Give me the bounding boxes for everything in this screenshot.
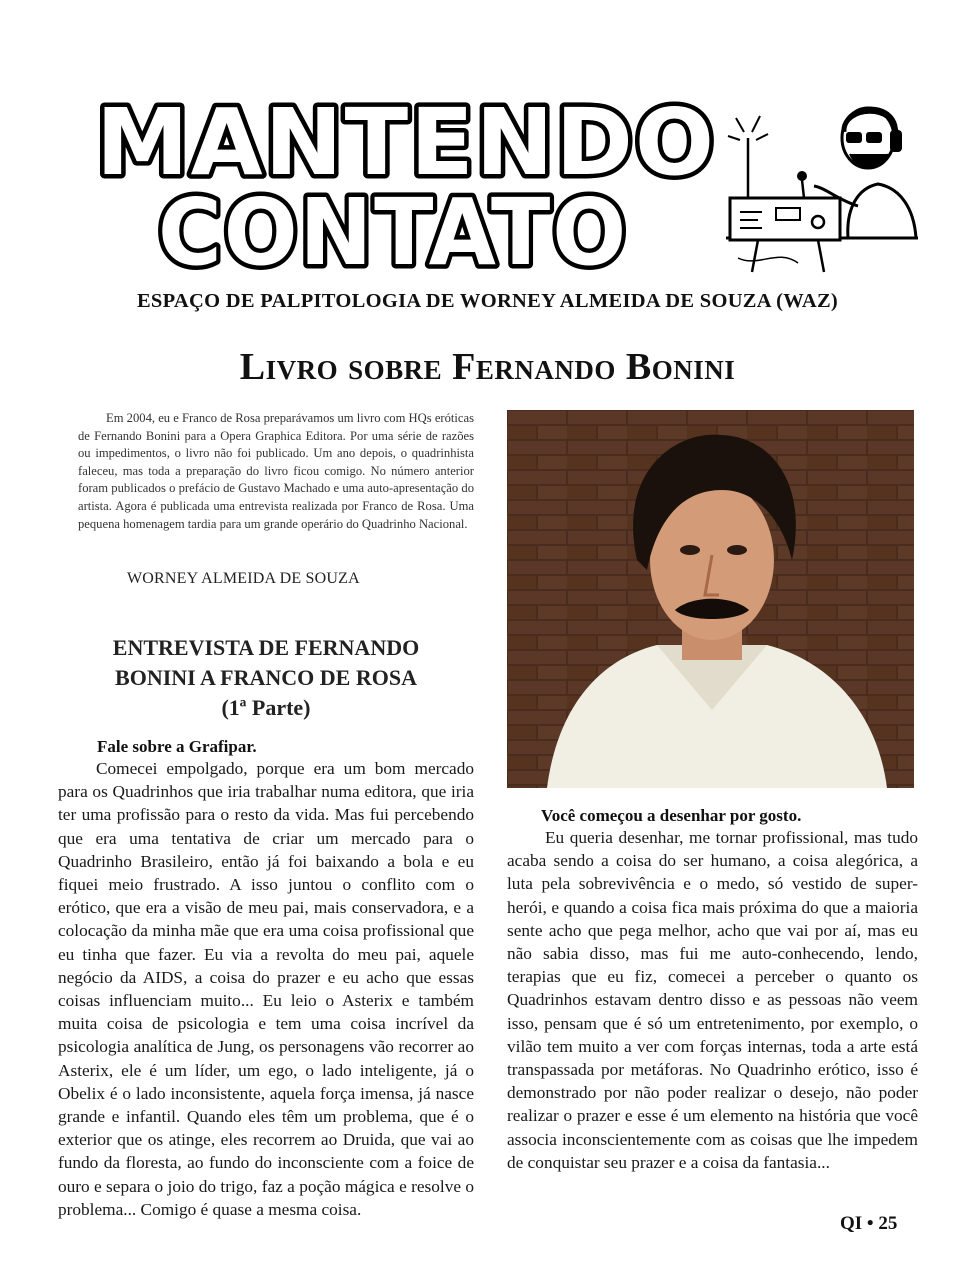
artist-photo (507, 410, 914, 788)
interview-column-left (58, 737, 474, 1221)
article-headline: Livro sobre Fernando Bonini (239, 346, 736, 388)
interview-title-line-3: (1ª Parte) (221, 695, 311, 720)
question-2: Você começou a desenhar por gosto. (541, 806, 802, 825)
column-subtitle: ESPAÇO DE PALPITOLOGIA DE WORNEY ALMEIDA DE SOUZA (WAZ) (136, 290, 839, 312)
answer-2: Eu queria desenhar, me tornar profissional, mas tudo acaba sendo a coisa do ser humano, a coisa alegórica, a luta pela sobrevivência e o medo, só vestido de super-herói, e quando a coisa fica mais próxima do que a maioria sente acho que pega melhor, acho que vai por aí, mas eu não sabia disso, mas fui me auto-conhecendo, lendo, terapias que eu fiz, comecei a perceber o quanto os Quadrinhos estavam dentro disso e as pessoas não veem isso, pensam que é só um entretenimento, por exemplo, o vilão tem muito a ver com forças internas, toda a arte está transpassada por metáforas. No Quadrinho erótico, isso é demonstrado por não poder realizar o desejo, não poder realizar o prazer e esse é um elemento na história que você associa inconscientemente com as coisas que lhe impedem de conquistar seu prazer e a coisa da fantasia... (507, 828, 918, 1172)
radio-operator-illustration (718, 88, 928, 278)
answer-1: Comecei empolgado, porque era um bom mercado para os Quadrinhos que iria trabalhar numa editora, que iria ter uma profissão para o resto da vida. Mas fui percebendo que era uma tentativa de criar um mercado para o Quadrinho Brasileiro, então já foi baixando a bola e eu fiquei meio frustrado. A isso juntou o conflito com o erótico, que era a visão de meu pai, mais conservadora, e a colocação da minha mãe que era uma coisa profissional que eu tinha que fazer. Eu via a revolta do meu pai, aquele negócio da AIDS, a coisa do prazer e eu acho que essas coisas influenciam muito... Eu leio o Asterix e também muita coisa de psicologia e tem uma coisa incrível da psicologia analítica de Jung, os personagens vão recorrer ao Asterix, ele é um líder, um ego, o lado inteligente, já o Obelix é o lado inconsistente, aquela força imensa, já nasce grande e infantil. Quando eles têm um problema, que é o exterior que os atinge, eles recorrem ao Druida, que vai ao fundo da floresta, ao fundo do inconsciente com a foice de ouro e separa o joio do trigo, faz a poção mágica e resolve o problema... Comigo é quase a mesma coisa. (58, 759, 474, 1219)
interview-title-line-2: BONINI A FRANCO DE ROSA (115, 665, 417, 690)
page-folio: QI • 25 (840, 1213, 898, 1234)
interview-column-right (507, 806, 918, 1174)
question-1: Fale sobre a Grafipar. (97, 737, 257, 756)
byline: WORNEY ALMEIDA DE SOUZA (127, 570, 360, 587)
intro-paragraph: Em 2004, eu e Franco de Rosa preparávamos um livro com HQs eróticas de Fernando Bonini para a Opera Graphica Editora. Por uma série de razões ou impedimentos, o livro não foi publicado. Um ano depois, o quadrinhista faleceu, mas toda a preparação do livro ficou comigo. No número anterior foram publicados o prefácio de Gustavo Machado e uma auto-apresentação do artista. Agora é publicada uma entrevista realizada por Franco de Rosa. Uma pequena homenagem tardia para um grande operário do Quadrinho Nacional. (78, 411, 474, 531)
interview-title (78, 633, 454, 723)
interview-title-line-1: ENTREVISTA DE FERNANDO (112, 635, 420, 660)
masthead-title (88, 92, 728, 277)
masthead-line-2: CONTATO (158, 179, 628, 277)
masthead-line-1: MANTENDO (96, 92, 716, 196)
